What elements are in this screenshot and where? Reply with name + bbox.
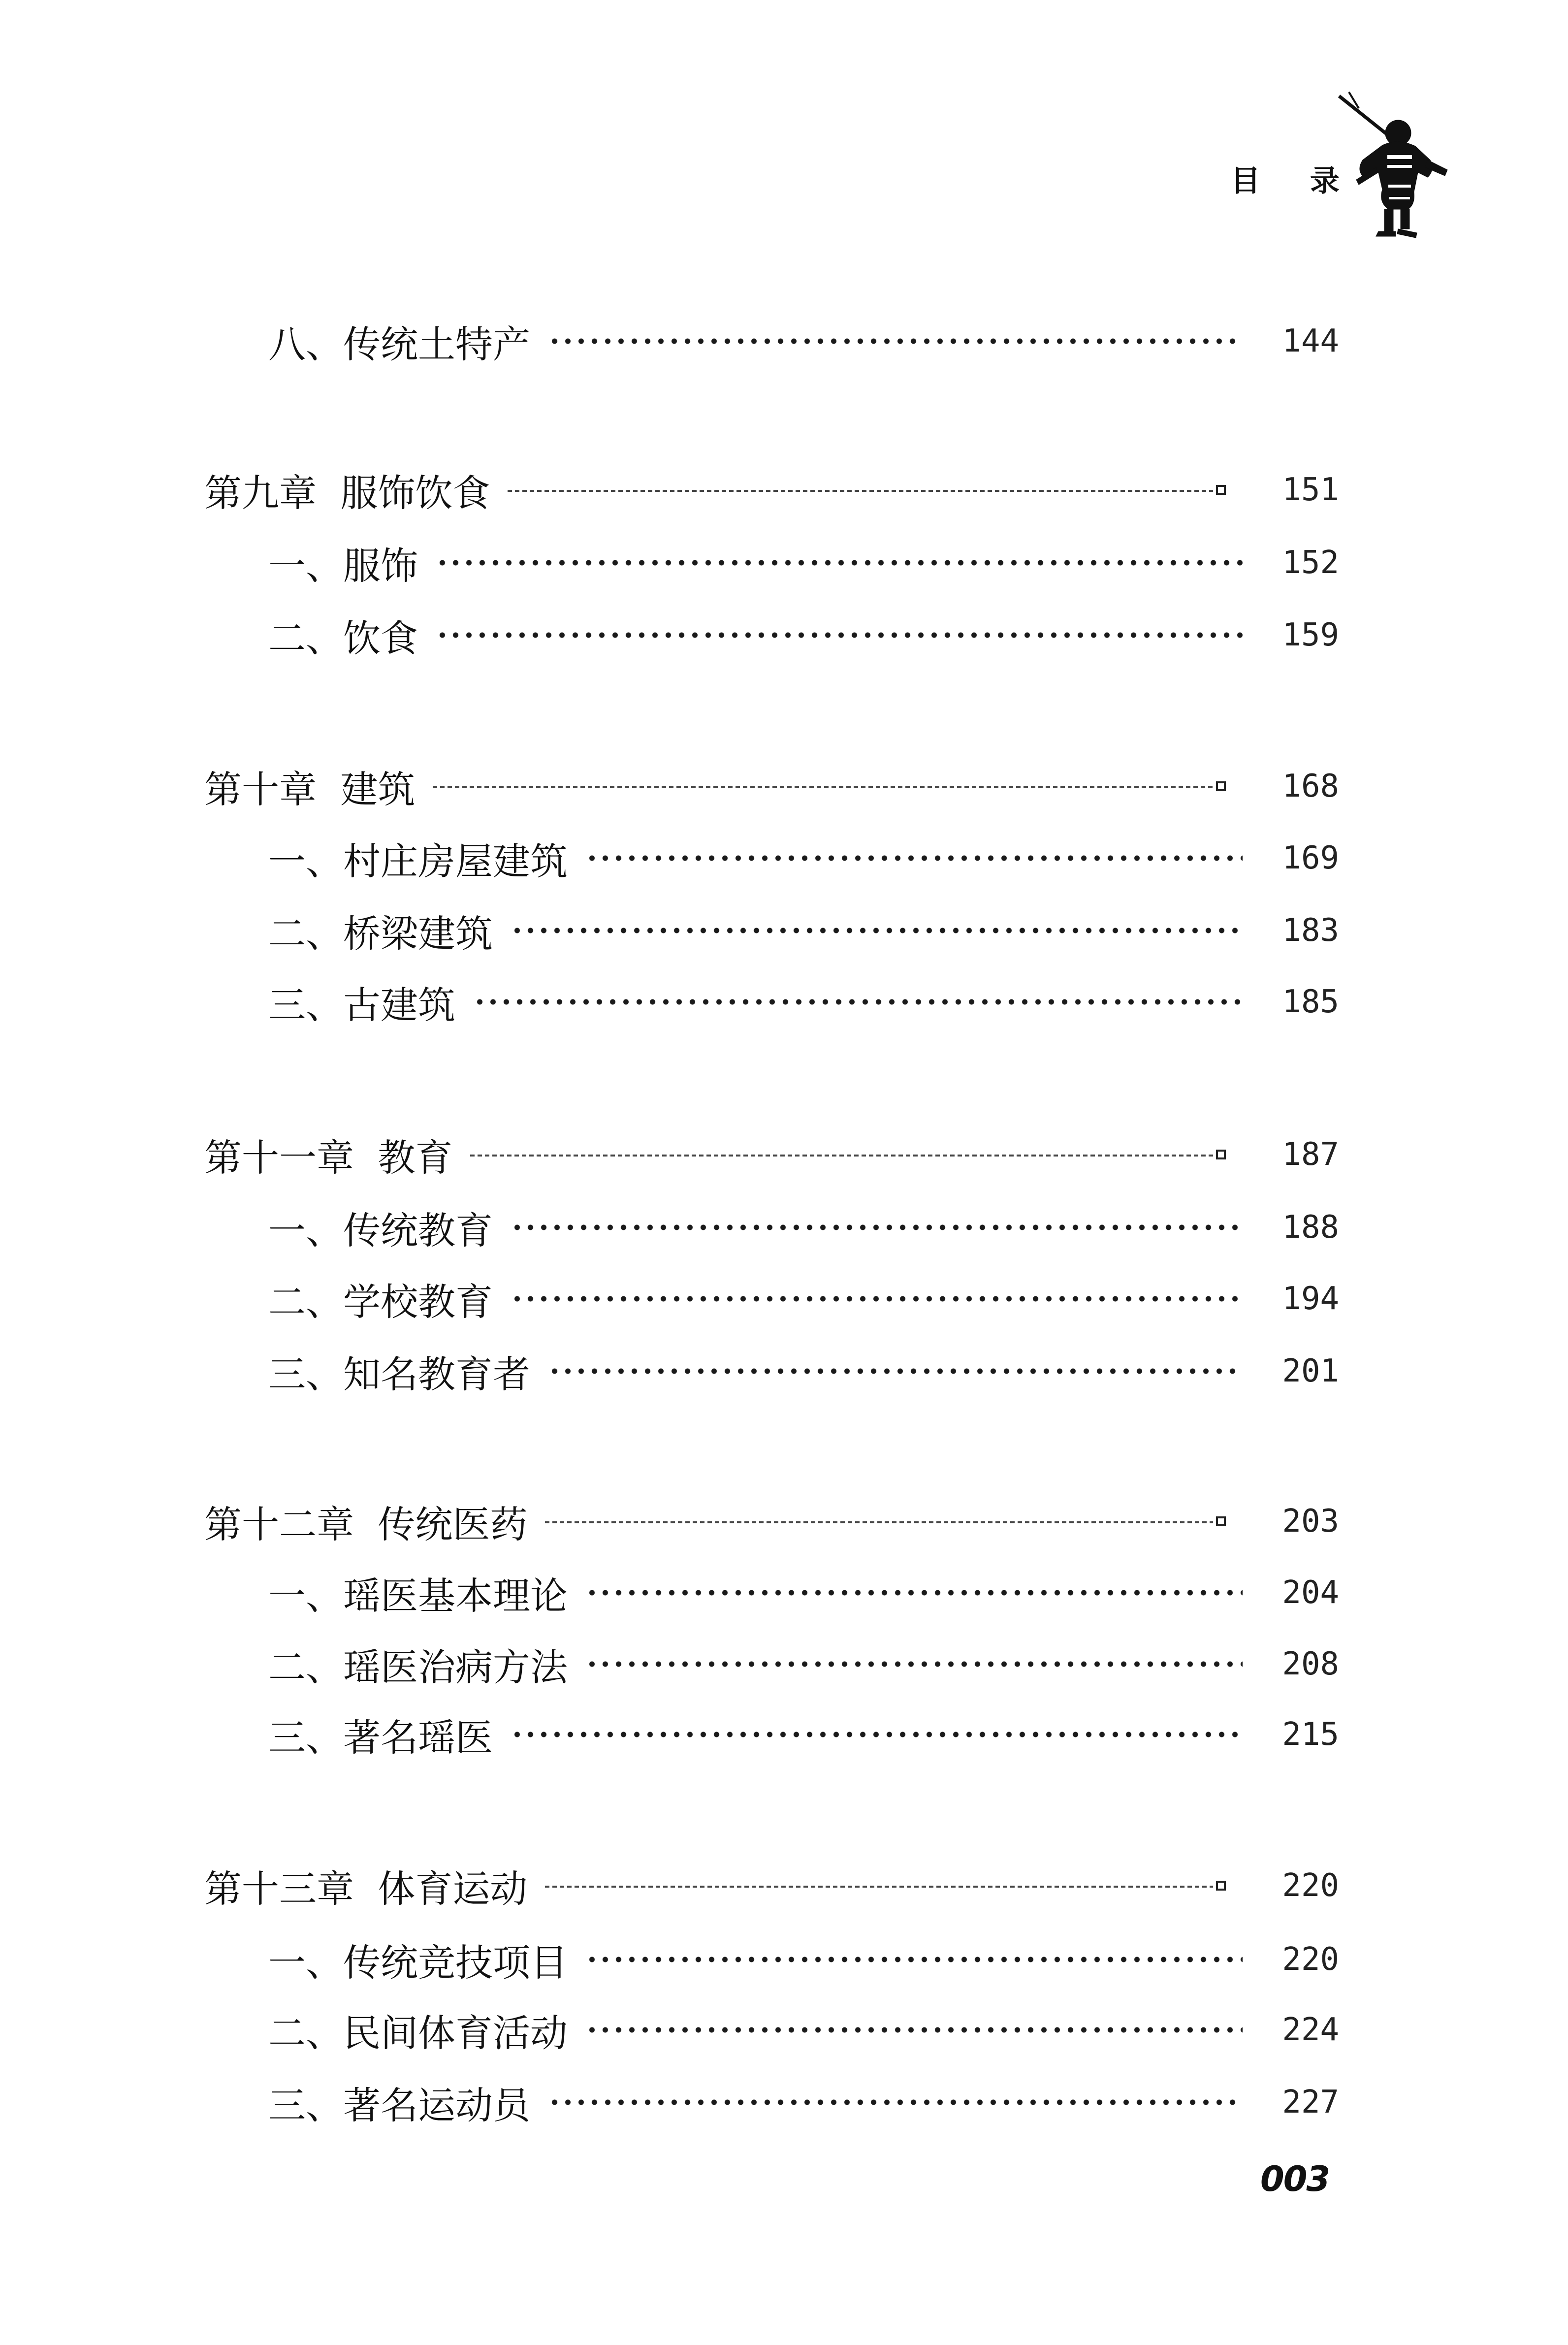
toc-entry-page: 215 — [1282, 1716, 1339, 1753]
toc-entry-title: 一、传统教育 — [268, 1208, 493, 1253]
dot-leader — [585, 853, 1243, 863]
toc-entry-section[interactable] — [268, 1566, 1339, 1620]
toc-entry-section[interactable] — [268, 831, 1339, 885]
leader-end-square-icon — [1216, 485, 1226, 495]
toc-entry-section[interactable] — [268, 1344, 1339, 1398]
dot-leader — [585, 1588, 1243, 1598]
toc-entry-title: 第十一章 教育 — [204, 1135, 453, 1180]
toc-entry-title: 一、传统竞技项目 — [268, 1940, 568, 1985]
toc-entry-page: 194 — [1282, 1281, 1339, 1317]
toc-entry-page: 169 — [1282, 840, 1339, 876]
toc-entry-section[interactable] — [268, 1707, 1339, 1762]
toc-entry-section[interactable] — [268, 2003, 1339, 2057]
toc-entry-section[interactable] — [268, 975, 1339, 1029]
toc-entry-section[interactable] — [268, 1200, 1339, 1254]
dot-leader — [436, 558, 1243, 568]
toc-entry-page: 227 — [1282, 2084, 1339, 2120]
dot-leader — [548, 2097, 1243, 2107]
toc-entry-title: 一、村庄房屋建筑 — [268, 839, 568, 883]
toc-entry-section[interactable] — [268, 903, 1339, 958]
toc-entry-page: 220 — [1282, 1941, 1339, 1978]
toc-entry-page: 183 — [1282, 912, 1339, 949]
toc-entry-page: 188 — [1282, 1209, 1339, 1246]
toc-entry-page: 152 — [1282, 545, 1339, 581]
dot-leader — [511, 1730, 1243, 1739]
toc-entry-page: 187 — [1282, 1136, 1339, 1173]
toc-entry-title: 三、著名运动员 — [268, 2083, 530, 2127]
toc-entry-title: 三、知名教育者 — [268, 1352, 530, 1396]
leader-end-square-icon — [1216, 1150, 1226, 1159]
toc-entry-chapter[interactable] — [204, 759, 1339, 813]
toc-entry-page: 204 — [1282, 1574, 1339, 1611]
dot-leader — [548, 336, 1243, 346]
dot-leader — [473, 997, 1243, 1007]
toc-entry-title: 三、著名瑶医 — [268, 1715, 493, 1760]
toc-entry-title: 二、瑶医治病方法 — [268, 1645, 568, 1689]
toc-entry-chapter[interactable] — [204, 463, 1339, 517]
toc-entry-page: 185 — [1282, 984, 1339, 1020]
dot-leader — [585, 1659, 1243, 1669]
toc-entry-page: 168 — [1282, 768, 1339, 804]
toc-entry-page: 208 — [1282, 1646, 1339, 1682]
page-number: 003 — [1260, 2159, 1330, 2199]
toc-entry-section[interactable] — [268, 1272, 1339, 1326]
leader-end-square-icon — [1216, 1881, 1226, 1891]
dash-leader — [545, 1521, 1213, 1523]
toc-entry-page: 224 — [1282, 2012, 1339, 2048]
toc-entry-section[interactable] — [268, 536, 1339, 590]
toc-entry-title: 一、服饰 — [268, 544, 418, 588]
toc-entry-title: 第十章 建筑 — [204, 767, 416, 811]
toc-entry-title: 一、瑶医基本理论 — [268, 1574, 568, 1618]
toc-entry-section[interactable] — [268, 1637, 1339, 1691]
dot-leader — [585, 1955, 1243, 1964]
toc-entry-page: 201 — [1282, 1353, 1339, 1389]
toc-entry-page: 151 — [1282, 472, 1339, 508]
toc-entry-section[interactable] — [268, 2075, 1339, 2129]
toc-entry-page: 203 — [1282, 1503, 1339, 1540]
running-header: 目 录 — [1231, 164, 1359, 198]
toc-entry-title: 二、学校教育 — [268, 1280, 493, 1324]
toc-entry-title: 第十二章 传统医药 — [204, 1502, 528, 1546]
toc-entry-chapter[interactable] — [204, 1859, 1339, 1913]
toc-entry-title: 二、桥梁建筑 — [268, 911, 493, 956]
toc-entry-page: 159 — [1282, 617, 1339, 653]
toc-entry-title: 八、传统土特产 — [268, 322, 530, 366]
toc-entry-title: 二、民间体育活动 — [268, 2011, 568, 2055]
dot-leader — [511, 1294, 1243, 1304]
toc-entry-title: 三、古建筑 — [268, 983, 455, 1027]
dash-leader — [508, 490, 1213, 492]
toc-entry-section[interactable] — [268, 314, 1339, 368]
dot-leader — [548, 1366, 1243, 1376]
toc-entry-section[interactable] — [268, 608, 1339, 662]
dot-leader — [511, 1222, 1243, 1232]
toc-entry-chapter[interactable] — [204, 1494, 1339, 1548]
dash-leader — [470, 1155, 1213, 1156]
leader-end-square-icon — [1216, 781, 1226, 791]
toc-entry-chapter[interactable] — [204, 1127, 1339, 1182]
dot-leader — [511, 926, 1243, 935]
toc-entry-page: 144 — [1282, 323, 1339, 359]
leader-end-square-icon — [1216, 1516, 1226, 1526]
dot-leader — [585, 2025, 1243, 2035]
dash-leader — [545, 1886, 1213, 1888]
toc-entry-section[interactable] — [268, 1932, 1339, 1987]
toc-entry-title: 二、饮食 — [268, 616, 418, 660]
dash-leader — [433, 786, 1213, 788]
dot-leader — [436, 630, 1243, 640]
toc-entry-page: 220 — [1282, 1867, 1339, 1904]
toc-entry-title: 第九章 服饰饮食 — [204, 471, 490, 515]
toc-entry-title: 第十三章 体育运动 — [204, 1866, 528, 1911]
